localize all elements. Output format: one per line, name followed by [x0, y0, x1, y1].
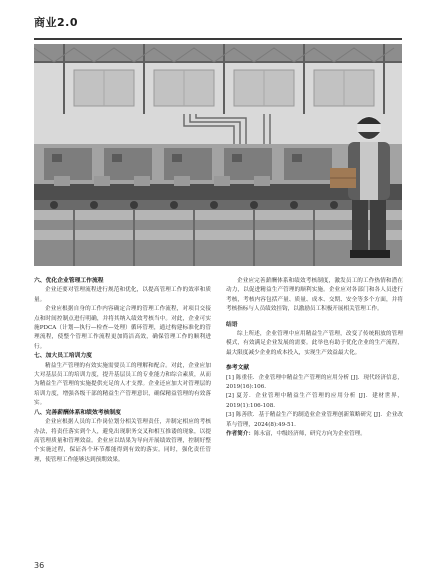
- section-7-paragraph-1: 精益生产管理的有效实施需要员工的理解和配合。对此，企业应加大对基层员工的培训力度，提升基层员工的专业能力和综合素质，从而为精益生产管理的实施提供充足的人才支撑。企业还应加大对管理层的培训力度，增强各级干部的精益生产管理意识，确保精益管理的有效落实。: [34, 362, 211, 407]
- section-8-heading: 八、完善薪酬体系和绩效考核制度: [34, 409, 121, 416]
- conclusion-heading: 结语: [226, 321, 238, 328]
- section-8-paragraph-1: 企业应根据人员的工作岗位划分相关管理责任，并制定相应的考核办法，将责任落实到个人，避免出现职务交叉和相互推诿的现象，以提高管理质量和管理效益。企业应以结果为导向开展绩效管理，控制好整个实施过程，保证各个环节都能得到有效的落实。同时，强化责任管理，使管理工作能够达到预期效果。: [34, 419, 211, 463]
- reference-item: [3] 陈善欣．基于精益生产的制造业企业管理创新策略研究 [J]．企业改革与管理，2024(8):49-51.: [226, 412, 403, 428]
- page-header: [34, 14, 402, 36]
- illustration-svg: [34, 44, 402, 266]
- right-paragraph-1: 企业应完善薪酬体系和绩效考核制度，激发员工的工作热情和潜在动力，以促进精益生产管理的顺利实施。企业应对各部门和各人员进行考核，考核内容包括产量、质量、成本、交期、安全等多个方面，并将考核指标与人员绩效挂钩，以激励员工积极开展相关管理工作。: [226, 278, 403, 313]
- reference-item: [2] 夏芳．企业管理中精益生产管理的应用分析 [J]．建材世界，2019(1):106-108.: [226, 393, 403, 409]
- factory-worker-illustration: [34, 44, 402, 266]
- author-label: 作者简介：: [226, 431, 254, 438]
- author-bio: [226, 430, 403, 439]
- left-column: [34, 277, 211, 465]
- reference-list: [226, 374, 403, 430]
- author-text: 陈永富，中级经济师，研究方向为企业管理。: [253, 431, 366, 438]
- right-column: [226, 277, 403, 440]
- references-heading: 参考文献: [226, 365, 250, 372]
- reference-item: [1] 陈重佳．企业管理中精益生产管理的应用分析 [J]．现代经济信息，2019(16):106.: [226, 374, 403, 391]
- page-number: 36: [34, 561, 45, 570]
- journal-title: 商业2.0: [34, 16, 78, 29]
- section-6-paragraph-2: 企业应根据自身的工作内容确定合理的管理工作流程，对项目交接点和时间控制点进行明确，并将其纳入绩效考核当中。对此，企业可实施PDCA（计划—执行—检查—处理）循环管理，通过构建标准化的管理流程，使整个管理工作流程更加简洁高效，确保管理工作的顺利进行。: [34, 306, 211, 350]
- section-7-heading: 七、加大员工培训力度: [34, 353, 92, 360]
- section-6-paragraph-1: 企业还要对管理流程进行规范和优化，以提高管理工作的效率和质量。: [34, 287, 211, 303]
- section-6-heading: 六、优化企业管理工作流程: [34, 278, 104, 284]
- conclusion-paragraph: 综上所述，企业管理中应用精益生产管理，改变了传统粗放的管理模式，有效满足企业发展的需要。此举也有助于优化企业的生产流程，最大限度减少企业的成本投入，实现生产效益最大化。: [226, 331, 403, 356]
- header-rule: [34, 38, 402, 40]
